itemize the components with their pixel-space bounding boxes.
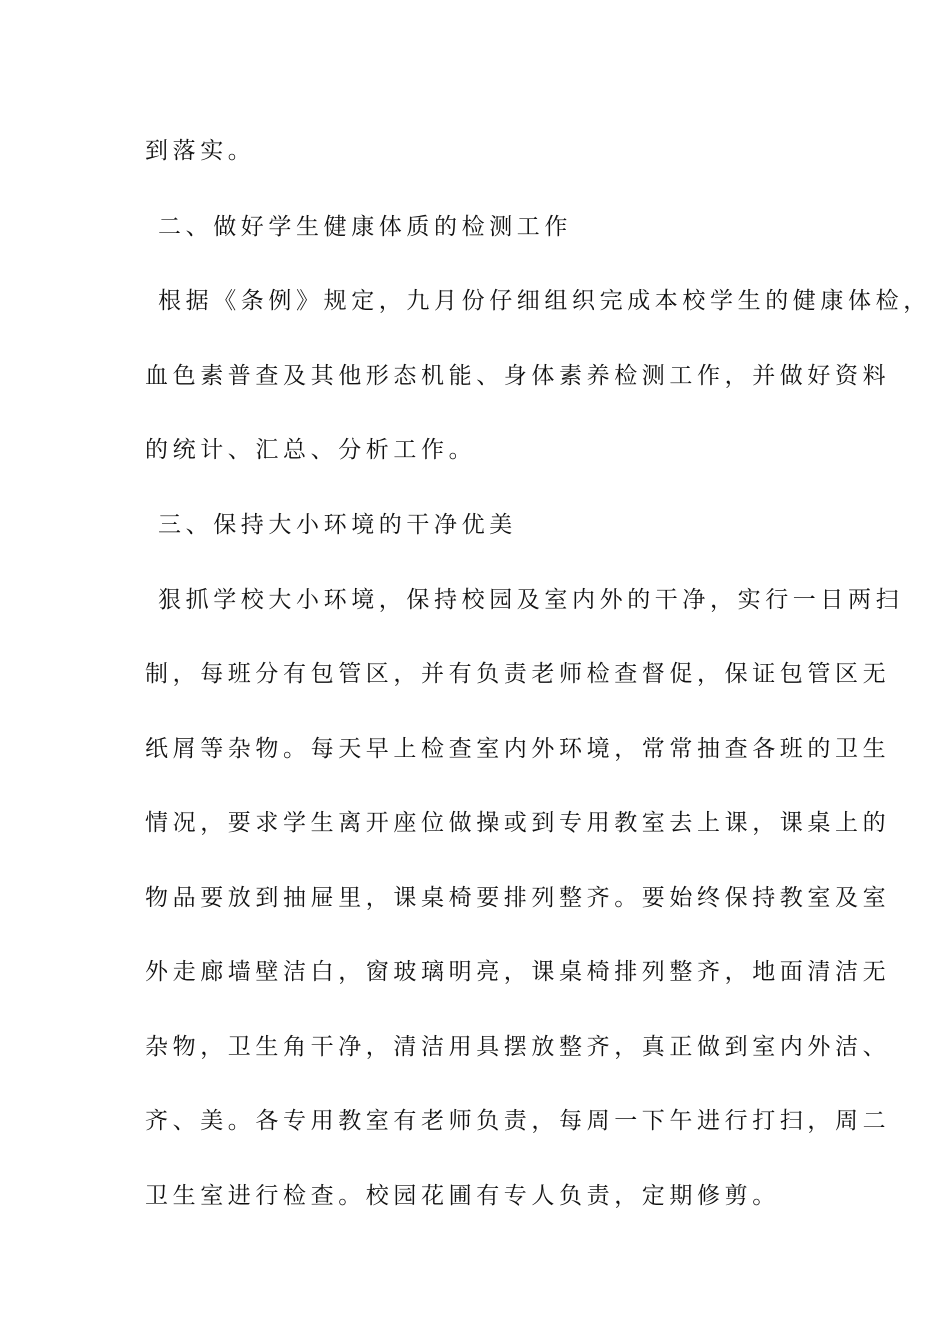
paragraph-line: 血色素普查及其他形态机能、身体素养检测工作，并做好资料 xyxy=(145,363,891,389)
paragraph-line: 杂物，卫生角干净，清洁用具摆放整齐，真正做到室内外洁、 xyxy=(145,1034,891,1060)
paragraph-line: 齐、美。各专用教室有老师负责，每周一下午进行打扫，周二 xyxy=(145,1108,891,1134)
paragraph-line: 到落实。 xyxy=(145,138,256,164)
paragraph-line: 外走廊墙壁洁白，窗玻璃明亮，课桌椅排列整齐，地面清洁无 xyxy=(145,959,891,985)
paragraph-line: 根据《条例》规定，九月份仔细组织完成本校学生的健康体检， xyxy=(158,288,931,314)
section-heading: 二、做好学生健康体质的检测工作 xyxy=(158,214,572,240)
section-heading: 三、保持大小环境的干净优美 xyxy=(158,512,517,538)
paragraph-line: 的统计、汇总、分析工作。 xyxy=(145,437,477,463)
paragraph-line: 卫生室进行检查。校园花圃有专人负责，定期修剪。 xyxy=(145,1183,780,1209)
paragraph-line: 制，每班分有包管区，并有负责老师检查督促，保证包管区无 xyxy=(145,661,891,687)
paragraph-line: 纸屑等杂物。每天早上检查室内外环境，常常抽查各班的卫生 xyxy=(145,736,891,762)
paragraph-line: 狠抓学校大小环境，保持校园及室内外的干净，实行一日两扫 xyxy=(158,587,904,613)
paragraph-line: 物品要放到抽屉里，课桌椅要排列整齐。要始终保持教室及室 xyxy=(145,885,891,911)
paragraph-line: 情况，要求学生离开座位做操或到专用教室去上课，课桌上的 xyxy=(145,810,891,836)
